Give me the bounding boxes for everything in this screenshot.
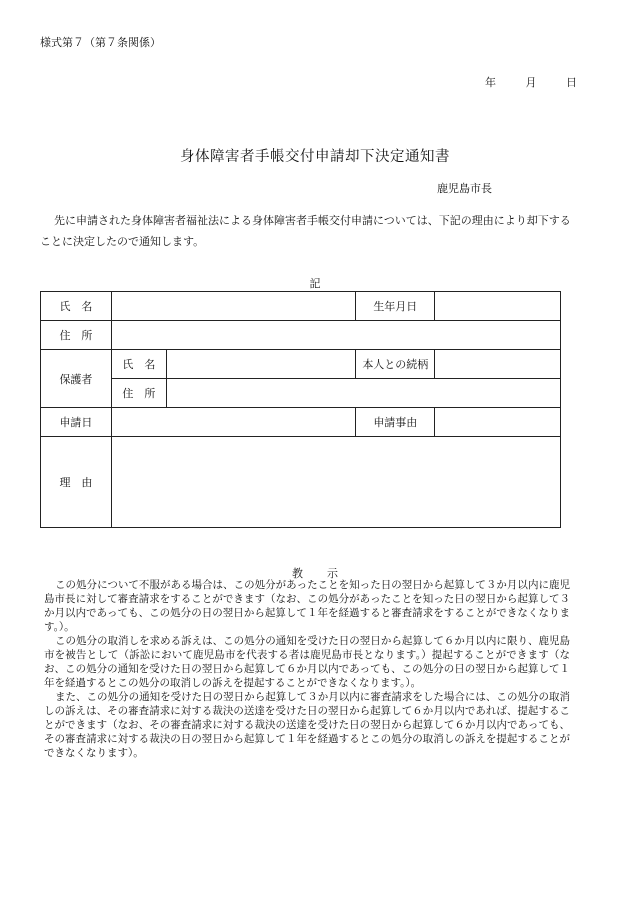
address-field[interactable] <box>111 321 560 350</box>
row-guardian-name <box>41 350 561 379</box>
row-name <box>41 292 561 321</box>
row-application <box>41 408 561 437</box>
form-number: 様式第７（第７条関係） <box>40 36 161 49</box>
guardian-label: 保護者 <box>41 350 112 408</box>
applicant-info-table <box>40 291 561 528</box>
relation-field[interactable] <box>435 350 561 379</box>
guardian-name-field[interactable] <box>166 350 356 379</box>
guardian-name-label: 氏 名 <box>111 350 166 379</box>
name-label: 氏 名 <box>41 292 112 321</box>
row-address <box>41 321 561 350</box>
date-year-label: 年 <box>485 76 496 89</box>
birthdate-label: 生年月日 <box>356 292 435 321</box>
application-reason-field[interactable] <box>435 408 561 437</box>
kyoji-paragraph: この処分について不服がある場合は、この処分があったことを知った日の翌日から起算して３か月以内に鹿児島市長に対して審査請求をすることができます（なお、この処分があったことを知った日の翌日から起算して３か月以内であっても、この処分の日の翌日から起算して１年を経過すると審査請求をすることができなくなります。）。 <box>44 579 570 633</box>
reason-label: 理 由 <box>41 437 112 528</box>
date-month-label: 月 <box>525 76 537 89</box>
date-day-label: 日 <box>566 76 577 89</box>
name-field[interactable] <box>111 292 356 321</box>
kyoji-title: 教示 <box>292 567 362 580</box>
guardian-address-field[interactable] <box>166 379 560 408</box>
address-label: 住 所 <box>41 321 112 350</box>
kyoji-paragraph: また、この処分の通知を受けた日の翌日から起算して３か月以内に審査請求をした場合には、この処分の取消しの訴えは、その審査請求に対する裁決の送達を受けた日の翌日から起算して６か月以内であれば、提起することができます（なお、その審査請求に対する裁決の送達を受けた日の翌日から起算して６か月以内であっても、その審査請求に対する裁決の日の翌日から起算して１年を経過するとこの処分の取消しの訴えを提起することができなくなります）。 <box>44 691 570 759</box>
relation-label: 本人との続柄 <box>356 350 435 379</box>
intro-paragraph: 先に申請された身体障害者福祉法による身体障害者手帳交付申請については、下記の理由により却下することに決定したので通知します。 <box>40 214 571 248</box>
issuer-name: 鹿児島市長 <box>437 182 492 195</box>
row-guardian-address <box>41 379 561 408</box>
kyoji-body <box>44 578 570 760</box>
guardian-address-label: 住 所 <box>111 379 166 408</box>
row-reason <box>41 437 561 528</box>
application-date-field[interactable] <box>111 408 356 437</box>
kyoji-paragraph: この処分の取消しを求める訴えは、この処分の通知を受けた日の翌日から起算して６か月以内に限り、鹿児島市を被告として（訴訟において鹿児島市を代表する者は鹿児島市長となります。）提起することができます（なお、この処分の通知を受けた日の翌日から起算して６か月以内であっても、この処分の日の翌日から起算して１年を経過するとこの処分の取消しの訴えを提起することができなくなります。）。 <box>44 635 570 689</box>
ki-heading: 記 <box>309 277 321 290</box>
application-date-label: 申請日 <box>41 408 112 437</box>
date-line <box>485 74 577 90</box>
document-title: 身体障害者手帳交付申請却下決定通知書 <box>180 149 450 165</box>
birthdate-field[interactable] <box>435 292 561 321</box>
application-reason-label: 申請事由 <box>356 408 435 437</box>
reason-field[interactable] <box>111 437 560 528</box>
